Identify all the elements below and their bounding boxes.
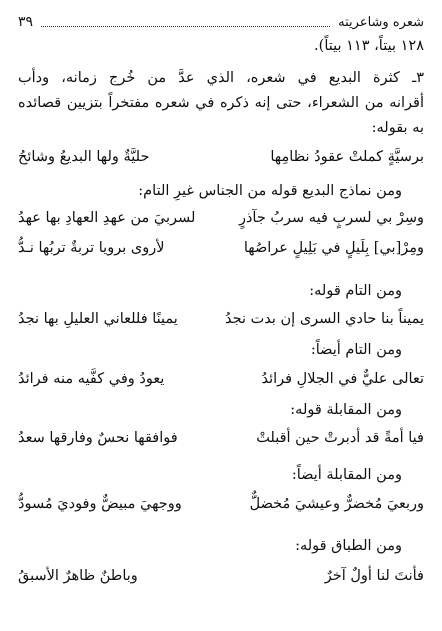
point3-line3: به بقوله: bbox=[371, 120, 424, 136]
section-heading: ومن الطباق قوله: bbox=[295, 538, 402, 554]
section-heading: ومن المقابلة أيضاً: bbox=[291, 467, 402, 483]
running-title: شعره وشاعريته bbox=[338, 14, 424, 30]
verse-second-hemistich: حليَّةٌ ولها البديعُ وشائحُ bbox=[18, 149, 150, 165]
verse-second-hemistich: ووجهيَ مبيضٌّ وفوديَ مُسودُّ bbox=[18, 496, 182, 512]
verse-second-hemistich: لأروى برويا تربةٌ تربُها نـدُّ bbox=[18, 240, 165, 256]
verse-first-hemistich: يميناً بنا حادي السرى إن بدت نجدُ bbox=[225, 311, 424, 327]
verse-line bbox=[16, 568, 426, 592]
verse-line bbox=[16, 496, 426, 520]
verse-line bbox=[16, 149, 426, 173]
verse-first-hemistich: فيا أمةً قد أدبرتْ حين أقبلتْ bbox=[256, 430, 424, 446]
verse-second-hemistich: يمينًا فللعاني العليلِ بها نجدُ bbox=[18, 311, 178, 327]
verse-second-hemistich: يعودُ وفي كفَّيه منه فرائدُ bbox=[18, 371, 165, 387]
verse-line bbox=[16, 210, 426, 234]
section-heading: ومن التام قوله: bbox=[309, 283, 402, 299]
verse-first-hemistich: تعالى عليٌّ في الجلالِ فرائدُ bbox=[261, 371, 424, 387]
header-dotted-leader bbox=[41, 26, 330, 27]
verse-line bbox=[16, 240, 426, 264]
verse-first-hemistich: وسِرْ بي لسربٍ فيه سربُ جآذرٍ bbox=[238, 210, 424, 226]
continuation-line: ١٢٨ بيتاً، ١١٣ بيتاً). bbox=[314, 38, 424, 54]
page-header bbox=[18, 12, 424, 32]
verse-first-hemistich: برسيَّةٍ كملتْ عقودُ نظامِها bbox=[270, 149, 424, 165]
verse-first-hemistich: ومِرْ[بي] بِلَيلٍ في بَلِيلٍ عراصُها bbox=[243, 240, 424, 256]
verse-line bbox=[16, 371, 426, 395]
verse-first-hemistich: وربعيَ مُخضرٌّ وعيشيَ مُخضلٌّ bbox=[249, 496, 424, 512]
verse-second-hemistich: لسربيَ من عهدِ العهادِ بها عهدُ bbox=[18, 210, 196, 226]
section-heading: ومن التام أيضاً: bbox=[310, 342, 402, 358]
point3-line2: أقرانه من الشعراء، حتى إنه ذكره في شعره مفتخراً بتزيين قصائده bbox=[18, 95, 424, 111]
section-heading: ومن المقابلة قوله: bbox=[290, 402, 402, 418]
verse-line bbox=[16, 430, 426, 454]
verse-line bbox=[16, 311, 426, 335]
verse-second-hemistich: وباطنٌ ظاهرٌ الأسبقُ bbox=[18, 568, 138, 584]
page-number: ٣٩ bbox=[18, 14, 34, 30]
section-heading: ومن نماذج البديع قوله من الجناس غيرِ التام: bbox=[138, 183, 402, 199]
verse-second-hemistich: فوافقها نحسٌ وفارقها سعدُ bbox=[18, 430, 178, 446]
verse-first-hemistich: فأنتَ لنا أولٌ آخرٌ bbox=[324, 568, 424, 584]
point3-line1: ٣ـ كثرة البديع في شعره، الذي عدَّ من خُرج زمانه، ودأب bbox=[18, 70, 424, 86]
